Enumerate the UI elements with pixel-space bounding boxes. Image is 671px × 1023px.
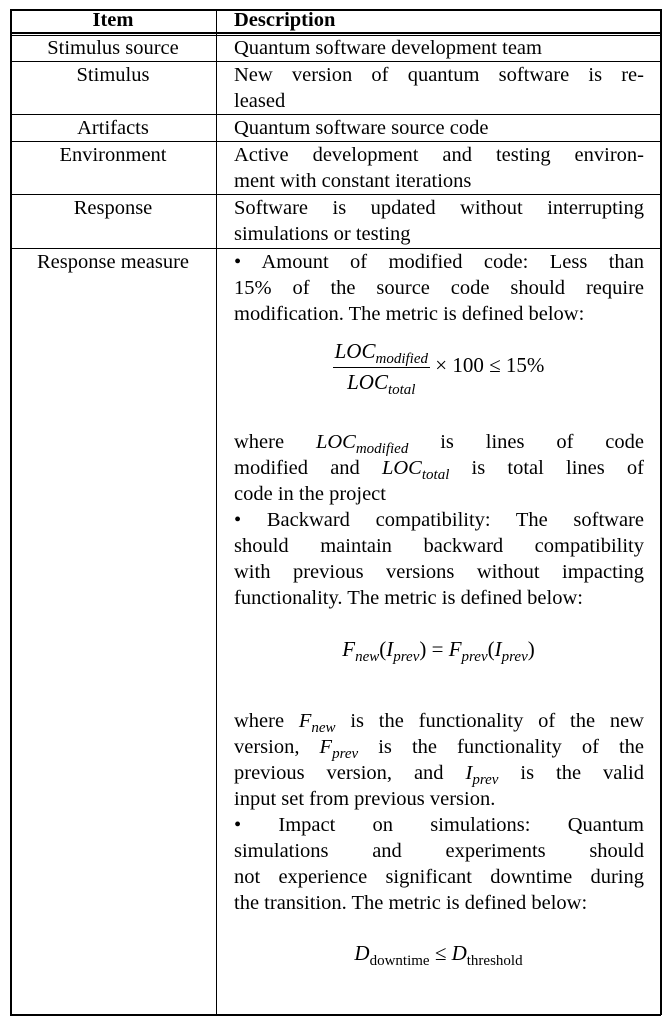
impact-text-line: • Impact on simulations: Quantum bbox=[234, 814, 644, 836]
table-right-border bbox=[660, 9, 662, 1015]
backward-where-line: input set from previous version. bbox=[234, 788, 496, 810]
row-item: Artifacts bbox=[77, 117, 149, 139]
header-description: Description bbox=[234, 9, 336, 31]
backward-where-line: version, $F_{prev}$ is the functionality of the bbox=[234, 736, 644, 762]
amount-where-line: modified and $LOC_{total}$ is total lines of bbox=[234, 457, 644, 483]
row-description: Quantum software development team bbox=[234, 37, 542, 59]
column-divider bbox=[216, 9, 217, 1015]
impact-text-line: the transition. The metric is defined below: bbox=[234, 892, 588, 914]
row-item: Response measure bbox=[37, 251, 189, 273]
amount-where-line: where $LOC_{modified}$ is lines of code bbox=[234, 431, 644, 457]
amount-text-line: modification. The metric is defined below: bbox=[234, 303, 585, 325]
impact-text-line: not experience significant downtime during bbox=[234, 866, 644, 888]
amount-text-line: • Amount of modified code: Less than bbox=[234, 251, 644, 273]
backward-text-line: with previous versions without impacting bbox=[234, 561, 644, 583]
row-description-line: Active development and testing environ- bbox=[234, 144, 644, 166]
row-description: Quantum software source code bbox=[234, 117, 489, 139]
amount-where-line: code in the project bbox=[234, 483, 386, 505]
header-item: Item bbox=[92, 9, 134, 31]
row-description-line: New version of quantum software is re- bbox=[234, 64, 644, 86]
table-bottom-border bbox=[10, 1014, 661, 1016]
quality-attribute-scenario-table bbox=[10, 9, 661, 1015]
row-item: Stimulus bbox=[76, 64, 150, 86]
row-description-line: Software is updated without interrupting bbox=[234, 197, 644, 219]
downtime-equation: $D_{downtime} \le D_{threshold}$ bbox=[354, 941, 523, 969]
loc-fraction: $\frac{LOC_{modified}}{LOC_{total}}$ bbox=[334, 339, 428, 398]
row-item: Environment bbox=[59, 144, 167, 166]
backward-where-line: where $F_{new}$ is the functionality of the new bbox=[234, 710, 644, 736]
row-item: Stimulus source bbox=[47, 37, 179, 59]
loc-equation: $\frac{LOC_{modified}}{LOC_{total}}$ × 100 ≤ 15% bbox=[334, 339, 545, 398]
backward-text-line: • Backward compatibility: The software bbox=[234, 509, 644, 531]
row-description-line: leased bbox=[234, 90, 286, 112]
backward-where-line: previous version, and $I_{prev}$ is the valid bbox=[234, 762, 644, 788]
row-description-line: ment with constant iterations bbox=[234, 170, 472, 192]
backward-text-line: functionality. The metric is defined below: bbox=[234, 587, 583, 609]
row-description-line: simulations or testing bbox=[234, 223, 411, 245]
impact-text-line: simulations and experiments should bbox=[234, 840, 644, 862]
row-item: Response bbox=[73, 197, 153, 219]
backward-text-line: should maintain backward compatibility bbox=[234, 535, 644, 557]
compatibility-equation: $F_{new}(I_{prev}) = F_{prev}(I_{prev})$ bbox=[342, 637, 535, 665]
amount-text-line: 15% of the source code should require bbox=[234, 277, 644, 299]
